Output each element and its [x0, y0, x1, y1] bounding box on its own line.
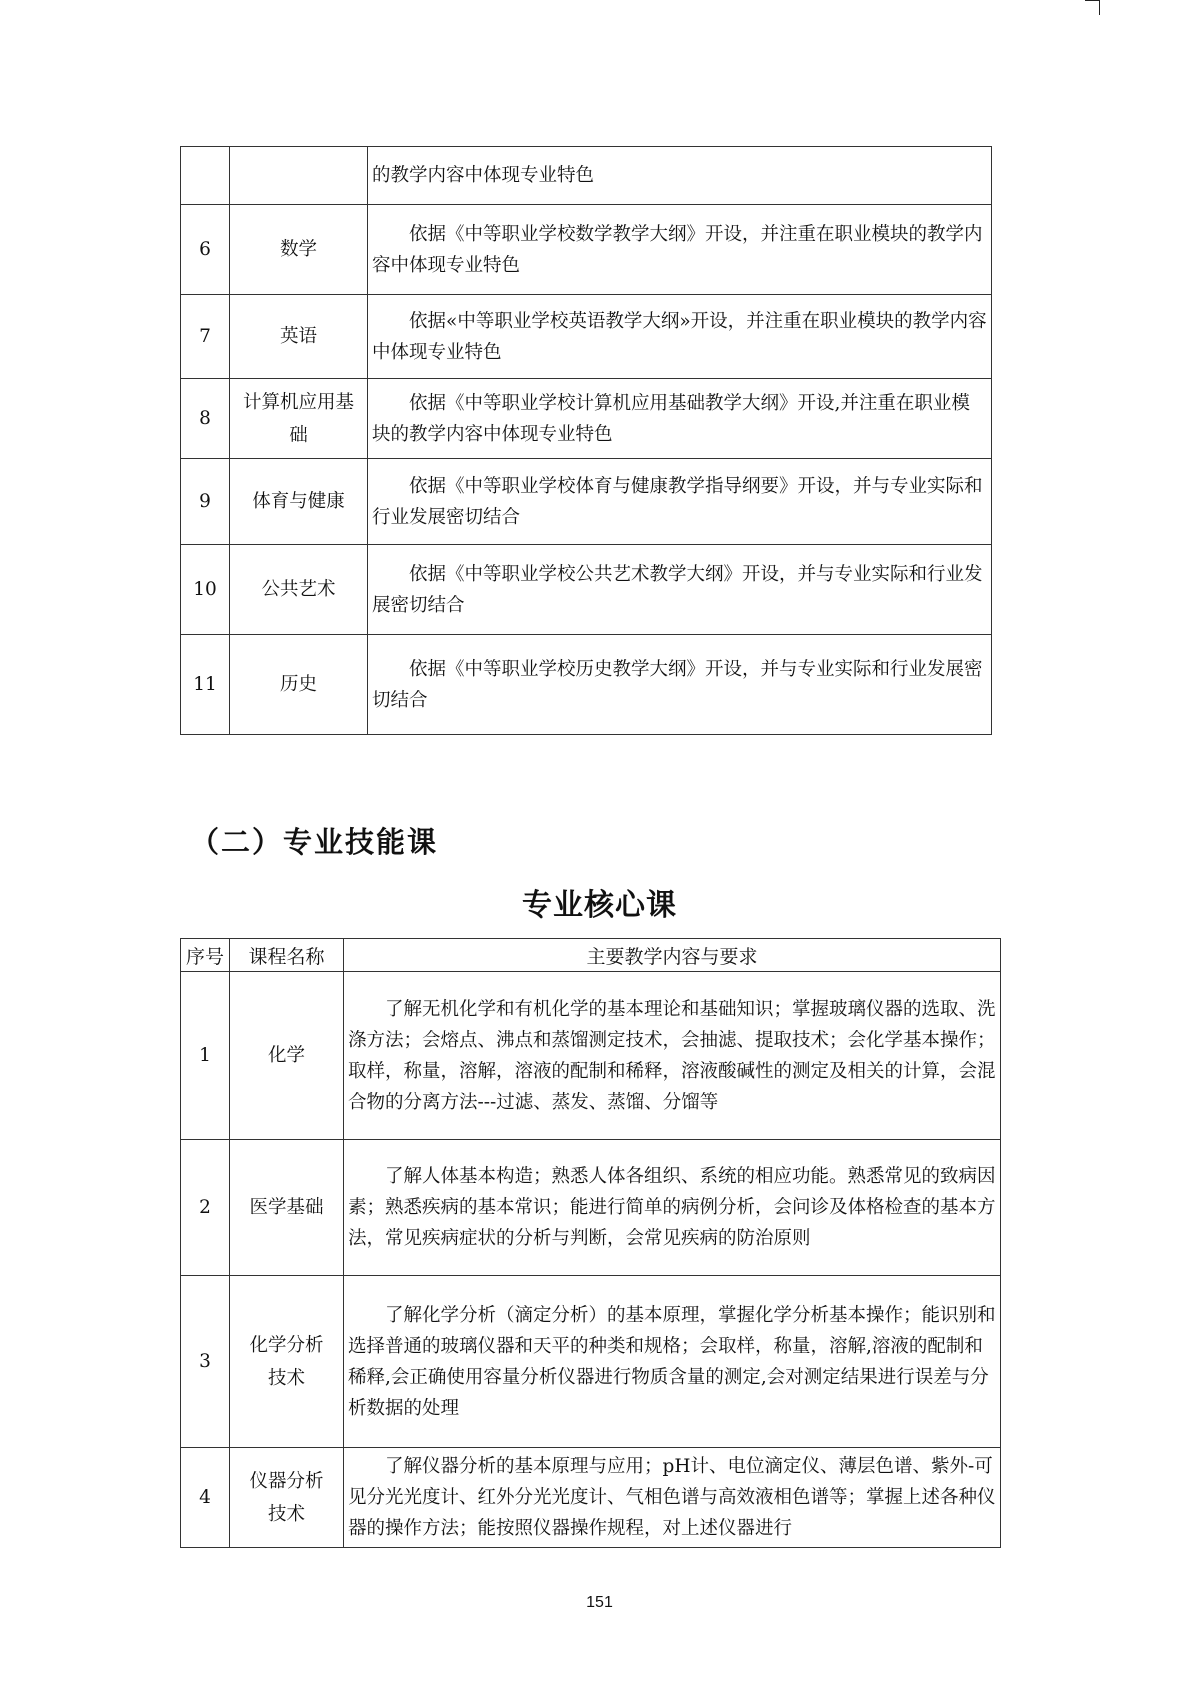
- row-seq: [181, 147, 230, 205]
- description-text: 了解仪器分析的基本原理与应用；pH计、电位滴定仪、薄层色谱、紫外-可见分光光度计、红外分光光度计、气相色谱与高效液相色谱等；掌握上述各种仪器的操作方法；能按照仪器操作规程，对上述仪器进行: [348, 1456, 996, 1539]
- row-description: [368, 459, 992, 545]
- table-header-row: [181, 939, 1001, 972]
- row-seq: 1: [181, 972, 230, 1140]
- row-description: [344, 972, 1001, 1140]
- description-text: 了解人体基本构造；熟悉人体各组织、系统的相应功能。熟悉常见的致病因素；熟悉疾病的基本常识；能进行简单的病例分析，会问诊及体格检查的基本方法，常见疾病症状的分析与判断，会常见疾病的防治原则: [348, 1166, 996, 1249]
- description-text: 依据《中等职业学校体育与健康教学指导纲要》开设，并与专业实际和行业发展密切结合: [372, 475, 983, 528]
- row-description: [368, 635, 992, 735]
- page-number: 151: [586, 1594, 613, 1611]
- course-name-text: 体育与健康: [252, 491, 345, 512]
- description-text: 依据《中等职业学校数学教学大纲》开设，并注重在职业模块的教学内容中体现专业特色: [372, 223, 983, 276]
- row-course-name: [230, 459, 368, 545]
- row-seq: 4: [181, 1448, 230, 1548]
- row-course-name: [230, 545, 368, 635]
- table-row: [181, 972, 1001, 1140]
- course-name-text: 数学: [279, 239, 317, 260]
- description-text: 了解化学分析（滴定分析）的基本原理，掌握化学分析基本操作；能识别和选择普通的玻璃仪器和天平的种类和规格；会取样，称量，溶解,溶液的配制和稀释,会正确使用容量分析仪器进行物质含量的测定,会对测定结果进行误差与分析数据的处理: [348, 1304, 996, 1419]
- row-course-name: [230, 1276, 344, 1448]
- description-text: 依据«中等职业学校英语教学大纲»开设，并注重在职业模块的教学内容中体现专业特色: [372, 310, 987, 363]
- course-name-text: 化学: [267, 1045, 305, 1066]
- table-row: [181, 379, 992, 459]
- core-course-table: [180, 938, 1001, 1548]
- table-title: 专业核心课: [522, 888, 677, 923]
- row-description: [368, 545, 992, 635]
- row-description: [344, 1448, 1001, 1548]
- description-text: 了解无机化学和有机化学的基本理论和基础知识；掌握玻璃仪器的选取、洗涤方法；会熔点、沸点和蒸馏测定技术，会抽滤、提取技术；会化学基本操作；取样，称量，溶解，溶液的配制和稀释，溶液酸碱性的测定及相关的计算，会混合物的分离方法---过滤、蒸发、蒸馏、分馏等: [348, 998, 996, 1113]
- description-text: 依据《中等职业学校历史教学大纲》开设，并与专业实际和行业发展密切结合: [372, 658, 983, 711]
- row-seq: 9: [181, 459, 230, 545]
- table-row: [181, 205, 992, 295]
- row-description: [368, 147, 992, 205]
- crop-mark: [1085, 0, 1100, 15]
- header-name: 课程名称: [230, 939, 344, 972]
- row-seq: 7: [181, 295, 230, 379]
- row-seq: 2: [181, 1140, 230, 1276]
- course-name-text: 仪器分析技术: [249, 1470, 324, 1525]
- row-seq: 3: [181, 1276, 230, 1448]
- row-course-name: [230, 147, 368, 205]
- table-row: [181, 1140, 1001, 1276]
- row-course-name: [230, 635, 368, 735]
- course-name-text: 历史: [279, 674, 317, 695]
- table-row: [181, 635, 992, 735]
- course-name-text: 化学分析技术: [249, 1334, 324, 1389]
- description-text: 依据《中等职业学校公共艺术教学大纲》开设，并与专业实际和行业发展密切结合: [372, 563, 983, 616]
- row-course-name: [230, 295, 368, 379]
- table-row: [181, 545, 992, 635]
- row-course-name: [230, 1448, 344, 1548]
- table-row: [181, 1276, 1001, 1448]
- general-course-table: [180, 146, 992, 735]
- row-seq: 6: [181, 205, 230, 295]
- row-seq: 8: [181, 379, 230, 459]
- table-row: [181, 147, 992, 205]
- course-name-text: 英语: [279, 326, 317, 347]
- row-description: [368, 379, 992, 459]
- row-description: [368, 295, 992, 379]
- row-seq: 10: [181, 545, 230, 635]
- row-seq: 11: [181, 635, 230, 735]
- course-name-text: 公共艺术: [261, 579, 336, 600]
- course-name-text: 计算机应用基础: [242, 391, 354, 446]
- row-course-name: [230, 1140, 344, 1276]
- row-description: [344, 1276, 1001, 1448]
- description-text: 依据《中等职业学校计算机应用基础教学大纲》开设,并注重在职业模块的教学内容中体现专业特色: [372, 392, 970, 445]
- table-row: [181, 1448, 1001, 1548]
- table-row: [181, 295, 992, 379]
- row-description: [368, 205, 992, 295]
- row-description: [344, 1140, 1001, 1276]
- description-text: 的教学内容中体现专业特色: [372, 165, 595, 186]
- header-seq: 序号: [181, 939, 230, 972]
- table-row: [181, 459, 992, 545]
- header-desc: 主要教学内容与要求: [344, 939, 1001, 972]
- section-heading: （二）专业技能课: [190, 825, 439, 859]
- row-course-name: [230, 972, 344, 1140]
- row-course-name: [230, 205, 368, 295]
- course-name-text: 医学基础: [249, 1197, 324, 1218]
- row-course-name: [230, 379, 368, 459]
